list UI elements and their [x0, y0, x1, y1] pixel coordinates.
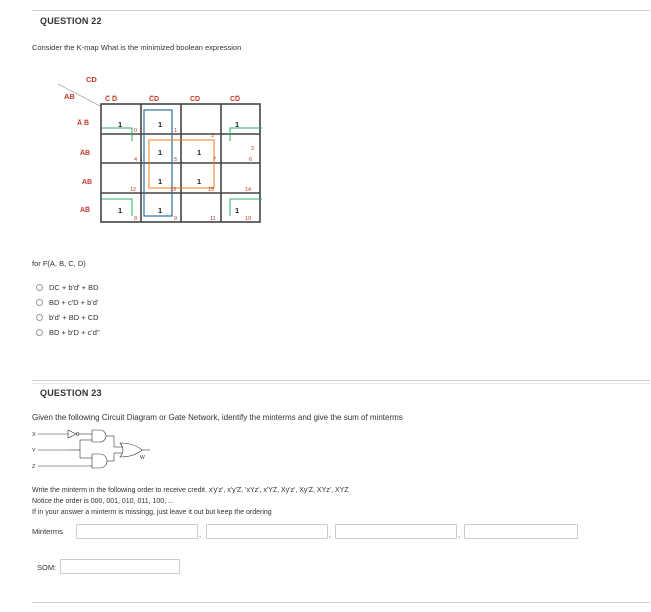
q22-prompt: Consider the K-map What is the minimized boolean expression [32, 43, 242, 52]
kmap-index: 9 [174, 216, 178, 222]
kmap-index: 15 [208, 187, 215, 193]
divider-middle-2 [32, 383, 650, 384]
kmap-index: 10 [245, 216, 252, 222]
input-x-label: X [32, 432, 36, 438]
kmap-index: 14 [245, 187, 252, 193]
kmap-one: 1 [118, 206, 123, 215]
option-text: b'd' + BD + CD [49, 313, 99, 322]
kmap-col-header: CD̅ [230, 96, 241, 103]
kmap-index: 8 [134, 216, 138, 222]
kmap-col-header: C̅D [149, 96, 160, 103]
radio-button[interactable] [36, 299, 43, 306]
kmap-row-header: AB̅ [80, 207, 91, 214]
q23-prompt: Given the following Circuit Diagram or Gate Network, identify the minterms and give the sum of minterms [32, 413, 403, 422]
option-text: DC + b'd' + BD [49, 283, 99, 292]
minterm-input-2[interactable] [206, 524, 328, 539]
kmap-index: 6 [249, 157, 253, 163]
divider-middle [32, 380, 650, 381]
kmap-index: 4 [134, 157, 138, 163]
kmap-index: 5 [174, 157, 178, 163]
kmap-one: 1 [118, 120, 123, 129]
separator: , [329, 532, 331, 539]
input-y-label: Y [32, 448, 36, 454]
q22-title: QUESTION 22 [40, 16, 102, 26]
output-w-label: W [140, 455, 145, 461]
kmap-one: 1 [235, 206, 240, 215]
kmap-one: 1 [158, 206, 163, 215]
kmap-row-var: AB [64, 92, 75, 101]
kmap [0, 0, 651, 240]
kmap-one: 1 [235, 120, 240, 129]
kmap-index: 0 [134, 128, 138, 134]
answer-option-4[interactable] [36, 328, 100, 337]
kmap-index: 13 [170, 187, 177, 193]
kmap-row-header: AB [82, 179, 93, 186]
kmap-row-header: A̅B [80, 150, 91, 157]
kmap-index: 3 [211, 133, 215, 139]
option-text: BD + b'D + c'd'' [49, 328, 100, 337]
som-label: SOM: [37, 563, 57, 572]
circuit-diagram [30, 428, 230, 473]
som-input[interactable] [60, 559, 180, 574]
instruction-missing: If in your answer a minterm is missingg, just leave it out but keep the ordering [32, 509, 272, 516]
option-text: BD + c'D + b'd' [49, 298, 99, 307]
radio-button[interactable] [36, 284, 43, 291]
minterm-input-3[interactable] [335, 524, 457, 539]
kmap-index: 2 [251, 146, 255, 152]
radio-button[interactable] [36, 314, 43, 321]
minterms-label: Minterms [32, 527, 63, 536]
answer-option-1[interactable] [36, 283, 99, 292]
kmap-index: 7 [213, 157, 217, 163]
radio-button[interactable] [36, 329, 43, 336]
kmap-one: 1 [158, 120, 163, 129]
kmap-index: 1 [174, 128, 178, 134]
kmap-col-header: CD [190, 96, 201, 103]
minterm-input-4[interactable] [464, 524, 578, 539]
q23-title: QUESTION 23 [40, 388, 102, 398]
kmap-one: 1 [158, 148, 163, 157]
instruction-notice: Notice the order is 000, 001, 010, 011, 100, ... [32, 498, 174, 505]
divider-bottom [32, 602, 650, 603]
kmap-index: 12 [130, 187, 137, 193]
input-z-label: Z [32, 464, 36, 470]
kmap-one: 1 [197, 148, 202, 157]
kmap-col-var: CD [86, 75, 97, 84]
kmap-one: 1 [197, 177, 202, 186]
answer-option-3[interactable] [36, 313, 99, 322]
separator: , [199, 532, 201, 539]
function-label: for F(A, B, C, D) [32, 259, 86, 268]
answer-option-2[interactable] [36, 298, 98, 307]
instruction-order: Write the minterm in the following order to receive credit. x'y'z', x'y'Z, 'xYz', x'YZ, Xy'z', Xy'Z, XYz', XYZ [32, 487, 349, 494]
separator: , [458, 532, 460, 539]
kmap-col-header: C̅ D̅ [105, 96, 118, 103]
minterm-input-1[interactable] [76, 524, 198, 539]
kmap-row-header: A̅ B̅ [77, 120, 90, 127]
kmap-index: 11 [210, 216, 216, 222]
kmap-one: 1 [158, 177, 163, 186]
